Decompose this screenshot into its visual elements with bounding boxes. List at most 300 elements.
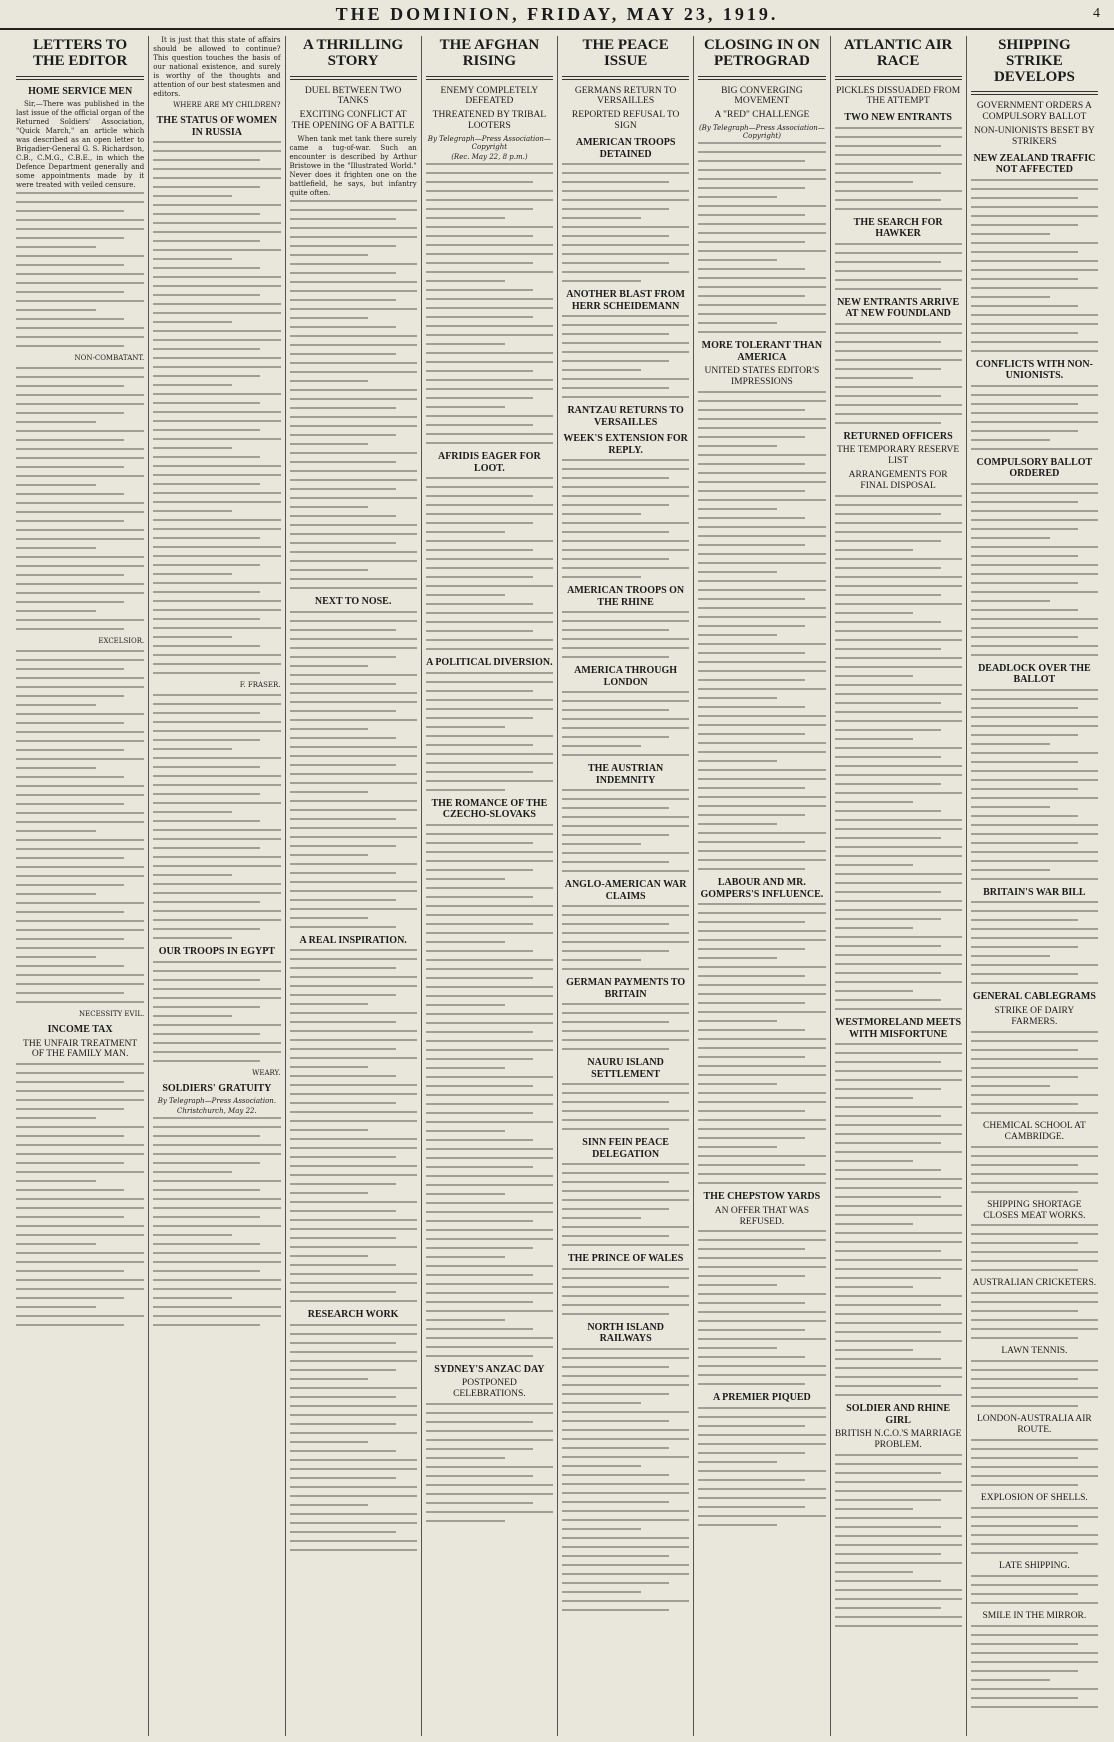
text-block: [971, 689, 1098, 880]
text-line: [153, 793, 260, 795]
deck-line: THREATENED BY TRIBAL LOOTERS: [432, 110, 547, 132]
text-line: [835, 1286, 914, 1288]
subheading: AMERICAN TROOPS DETAINED: [575, 137, 676, 160]
text-line: [290, 683, 397, 685]
text-line: [153, 988, 280, 990]
text-line: [835, 1367, 962, 1369]
text-line: [698, 304, 825, 306]
text-line: [426, 1040, 553, 1042]
text-line: [426, 1148, 553, 1150]
text-line: [835, 531, 962, 533]
text-line: [290, 728, 369, 730]
text-line: [16, 1090, 144, 1092]
text-block: [562, 1083, 689, 1130]
text-line: [426, 1067, 505, 1069]
text-line: [835, 585, 962, 587]
text-line: [835, 1349, 914, 1351]
text-line: [562, 1537, 689, 1539]
text-line: [426, 424, 533, 426]
text-line: [562, 324, 689, 326]
text-line: [835, 1625, 962, 1627]
text-line: [698, 921, 805, 923]
text-line: [153, 267, 260, 269]
text-line: [971, 430, 1078, 432]
text-line: [290, 1066, 369, 1068]
text-block: [835, 243, 962, 290]
text-line: [698, 607, 825, 609]
text-line: [971, 761, 1078, 763]
text-line: [562, 1519, 689, 1521]
text-block: [426, 824, 553, 1357]
text-line: [971, 546, 1098, 548]
text-line: [698, 1365, 825, 1367]
text-line: [698, 939, 825, 941]
text-line: [971, 448, 1098, 450]
text-line: [835, 208, 962, 210]
text-line: [835, 720, 962, 722]
subheading: THE SEARCH FOR HAWKER: [853, 216, 943, 240]
text-line: [698, 571, 777, 573]
text-line: [835, 864, 914, 866]
text-line: [290, 470, 417, 472]
text-line: [16, 300, 144, 302]
text-line: [16, 1171, 144, 1173]
text-line: [698, 409, 805, 411]
text-line: [698, 1146, 777, 1148]
text-line: [153, 483, 260, 485]
text-line: [290, 1459, 417, 1461]
text-line: [971, 1378, 1078, 1380]
text-line: [562, 950, 669, 952]
text-line: [698, 634, 777, 636]
text-line: [698, 1038, 825, 1040]
text-block: [426, 163, 553, 444]
subheading: THE STATUS OF WOMEN IN RUSSIA: [156, 115, 278, 138]
text-line: [835, 1499, 942, 1501]
subheading: ANGLO-AMERICAN WAR CLAIMS: [564, 879, 687, 902]
text-line: [835, 1241, 962, 1243]
text-line: [698, 1284, 777, 1286]
text-line: [835, 1097, 914, 1099]
text-line: [290, 488, 397, 490]
text-line: [698, 598, 805, 600]
text-line: [153, 357, 280, 359]
text-line: [426, 932, 553, 934]
text-line: [971, 278, 1078, 280]
text-line: [971, 412, 1098, 414]
text-line: [971, 1516, 1098, 1518]
text-line: [835, 181, 914, 183]
text-line: [426, 361, 553, 363]
text-line: [971, 1094, 1098, 1096]
text-line: [153, 883, 280, 885]
text-line: [426, 307, 553, 309]
article-text: Sir,—There was published in the last issue of the official organ of the Returned Soldiers' Association, "Quick March," an article which was described as an open letter to Brigadier-General G. S. Richardson, C.B., C.M.G., C.B.E., in which the Defence Department generally and some appointments made by it were treated with veiled censure.: [16, 100, 145, 189]
subheading: COMPULSORY BALLOT ORDERED: [976, 456, 1093, 480]
text-line: [562, 1235, 669, 1237]
text-line: [562, 1591, 641, 1593]
text-line: [835, 1124, 962, 1126]
text-line: [562, 1564, 689, 1566]
text-line: [698, 760, 777, 762]
text-line: [153, 438, 280, 440]
text-line: [290, 665, 369, 667]
text-line: [426, 1130, 505, 1132]
text-line: [16, 439, 124, 441]
text-line: [290, 398, 417, 400]
text-line: [290, 1201, 417, 1203]
text-line: [426, 217, 505, 219]
text-line: [290, 1369, 397, 1371]
text-line: [971, 1173, 1098, 1175]
text-line: [16, 228, 144, 230]
text-line: [426, 495, 533, 497]
text-line: [290, 1192, 369, 1194]
text-block: [971, 483, 1098, 656]
text-line: [290, 344, 417, 346]
text-line: [16, 1108, 124, 1110]
text-line: [290, 1486, 417, 1488]
text-line: [290, 629, 397, 631]
text-line: [562, 1244, 689, 1246]
text-line: [698, 1329, 805, 1331]
deck-line: CHEMICAL SCHOOL AT CAMBRIDGE.: [983, 1120, 1086, 1142]
text-line: [835, 1052, 962, 1054]
text-line: [698, 1497, 825, 1499]
text-line: [698, 535, 825, 537]
text-line: [153, 420, 280, 422]
text-line: [562, 727, 689, 729]
text-block: [562, 691, 689, 756]
text-line: [153, 1042, 280, 1044]
text-line: [971, 1584, 1098, 1586]
subheading: NEW ZEALAND TRAFFIC NOT AFFECTED: [973, 152, 1096, 176]
text-line: [153, 1015, 232, 1017]
text-line: [835, 684, 962, 686]
text-line: [562, 1366, 669, 1368]
text-line: [698, 1443, 825, 1445]
text-line: [562, 691, 689, 693]
text-line: [290, 1147, 417, 1149]
text-line: [16, 767, 96, 769]
text-line: [290, 218, 397, 220]
text-line: [562, 235, 669, 237]
text-line: [426, 1319, 505, 1321]
text-line: [698, 427, 825, 429]
text-line: [426, 995, 553, 997]
text-line: [290, 958, 417, 960]
text-line: [153, 168, 280, 170]
text-line: [698, 814, 805, 816]
subheading: THE PRINCE OF WALES: [567, 1253, 684, 1265]
text-line: [698, 1101, 825, 1103]
text-line: [698, 975, 805, 977]
text-line: [698, 1047, 825, 1049]
text-line: [153, 1033, 260, 1035]
text-line: [16, 1270, 124, 1272]
text-line: [698, 142, 825, 144]
text-line: [698, 1479, 805, 1481]
text-line: [835, 801, 914, 803]
text-line: [835, 1223, 914, 1225]
text-line: [971, 242, 1098, 244]
text-line: [562, 567, 689, 569]
text-line: [835, 639, 962, 641]
text-line: [16, 273, 144, 275]
text-block: [426, 1403, 553, 1522]
text-line: [835, 954, 962, 956]
subheading: THE CHEPSTOW YARDS: [703, 1191, 821, 1203]
text-line: [971, 946, 1078, 948]
text-line: [835, 783, 942, 785]
subheading: WESTMORELAND MEETS WITH MISFORTUNE: [835, 1017, 962, 1040]
heading-rule: [971, 91, 1098, 95]
text-line: [426, 1085, 533, 1087]
text-line: [562, 1474, 669, 1476]
page-number: 4: [1093, 6, 1100, 21]
text-line: [16, 740, 144, 742]
text-block: [971, 1360, 1098, 1407]
text-line: [426, 477, 553, 479]
text-line: [835, 945, 942, 947]
text-line: [835, 1304, 942, 1306]
text-line: [698, 214, 805, 216]
text-line: [290, 1432, 417, 1434]
text-line: [971, 1319, 1098, 1321]
text-line: [562, 217, 641, 219]
deck-line: PICKLES DISSUADED FROM THE ATTEMPT: [836, 85, 961, 107]
text-line: [698, 160, 805, 162]
text-line: [16, 893, 96, 895]
text-line: [835, 594, 942, 596]
text-line: [153, 1261, 280, 1263]
text-line: [153, 321, 232, 323]
text-line: [16, 848, 144, 850]
text-line: [153, 784, 280, 786]
text-line: [290, 1102, 397, 1104]
text-line: [16, 520, 124, 522]
text-line: [290, 620, 417, 622]
text-line: [16, 785, 144, 787]
text-line: [426, 878, 505, 880]
subheading: NORTH ISLAND RAILWAYS: [587, 1321, 664, 1345]
text-line: [16, 1063, 144, 1065]
text-line: [153, 600, 280, 602]
text-line: [835, 927, 914, 929]
text-line: [153, 465, 280, 467]
text-line: [562, 1286, 669, 1288]
text-line: [698, 1137, 805, 1139]
text-line: [16, 1135, 124, 1137]
text-line: [153, 618, 260, 620]
signature: WEARY.: [252, 1068, 281, 1077]
text-line: [290, 1003, 369, 1005]
text-line: [835, 1544, 962, 1546]
text-line: [971, 350, 1098, 352]
text-line: [835, 1277, 942, 1279]
text-block: [290, 949, 417, 1302]
text-block: [835, 1043, 962, 1396]
text-line: [698, 589, 825, 591]
subheading: GENERAL CABLEGRAMS: [972, 991, 1096, 1003]
text-line: [290, 407, 397, 409]
text-line: [153, 739, 260, 741]
text-line: [16, 192, 144, 194]
text-line: [971, 296, 1050, 298]
text-line: [153, 874, 232, 876]
text-line: [562, 825, 689, 827]
text-line: [562, 1402, 641, 1404]
text-line: [290, 985, 417, 987]
text-line: [698, 679, 805, 681]
text-line: [153, 1216, 260, 1218]
text-line: [562, 968, 689, 970]
text-line: [971, 1182, 1098, 1184]
text-line: [16, 947, 144, 949]
text-line: [835, 1151, 962, 1153]
text-block: [562, 789, 689, 872]
subheading: WEEK'S EXTENSION FOR REPLY.: [563, 433, 688, 456]
text-line: [426, 289, 533, 291]
text-line: [698, 526, 825, 528]
text-line: [698, 984, 825, 986]
text-line: [426, 1220, 533, 1222]
text-line: [290, 773, 417, 775]
deck-line: A "RED" CHALLENGE: [714, 110, 810, 121]
text-line: [835, 1535, 962, 1537]
text-line: [426, 325, 553, 327]
text-line: [290, 1174, 417, 1176]
text-line: [971, 1475, 1098, 1477]
text-line: [426, 199, 553, 201]
text-line: [426, 388, 553, 390]
text-line: [426, 253, 553, 255]
text-line: [698, 1164, 805, 1166]
text-line: [426, 1022, 553, 1024]
text-block: [971, 1625, 1098, 1708]
text-line: [835, 522, 962, 524]
text-line: [698, 993, 825, 995]
text-line: [971, 770, 1098, 772]
text-line: [971, 815, 1078, 817]
text-line: [971, 1457, 1078, 1459]
dateline: By Telegraph—Press Association.: [157, 1097, 277, 1105]
text-line: [153, 1279, 280, 1281]
subheading: LABOUR AND MR. GOMPERS'S INFLUENCE.: [700, 877, 824, 900]
text-line: [153, 1225, 280, 1227]
column-3: [285, 36, 421, 1736]
text-line: [426, 833, 553, 835]
text-line: [290, 908, 417, 910]
article-text: When tank met tank there surely came a tug-of-war. Such an encounter is described by Arthur Bristowe in the "Illustrated World." Never does it frighten one on the battlefield, he says, but infantry quite often.: [289, 135, 417, 198]
text-line: [971, 707, 1078, 709]
text-line: [971, 1085, 1050, 1087]
text-line: [290, 890, 417, 892]
text-line: [153, 474, 280, 476]
text-line: [16, 1306, 96, 1308]
text-block: [16, 650, 144, 1003]
text-line: [16, 758, 144, 760]
text-line: [971, 188, 1098, 190]
text-line: [153, 339, 280, 341]
text-line: [562, 477, 669, 479]
text-line: [153, 312, 280, 314]
text-line: [835, 1394, 962, 1396]
text-line: [290, 425, 417, 427]
text-line: [153, 1051, 280, 1053]
deck-line: SMILE IN THE MIRROR.: [982, 1611, 1087, 1621]
text-line: [698, 268, 805, 270]
text-line: [290, 290, 417, 292]
subheading: HOME SERVICE MEN: [28, 85, 133, 97]
text-line: [562, 262, 669, 264]
text-line: [290, 1300, 417, 1302]
text-line: [835, 413, 962, 415]
column-6: [693, 36, 829, 1736]
text-line: [290, 443, 369, 445]
text-line: [698, 912, 825, 914]
text-line: [16, 255, 144, 257]
text-line: [698, 313, 825, 315]
text-line: [153, 141, 280, 143]
text-line: [290, 836, 417, 838]
text-line: [290, 1504, 369, 1506]
text-line: [562, 369, 641, 371]
text-block: [562, 905, 689, 970]
text-line: [562, 932, 689, 934]
text-line: [426, 585, 553, 587]
text-line: [426, 1193, 505, 1195]
text-line: [16, 1288, 144, 1290]
text-line: [835, 136, 962, 138]
text-line: [562, 1128, 669, 1130]
text-line: [562, 1226, 689, 1228]
text-line: [290, 200, 417, 202]
text-line: [426, 1184, 553, 1186]
text-line: [153, 979, 260, 981]
text-line: [426, 1247, 533, 1249]
text-line: [16, 511, 144, 513]
text-line: [290, 854, 369, 856]
text-line: [835, 792, 962, 794]
text-line: [562, 1181, 669, 1183]
text-line: [426, 887, 553, 889]
deck-line: AUSTRALIAN CRICKETERS.: [972, 1278, 1097, 1289]
text-line: [426, 753, 553, 755]
text-block: [971, 179, 1098, 352]
text-line: [426, 1439, 553, 1441]
text-line: [16, 1216, 124, 1218]
text-line: [971, 964, 1098, 966]
text-line: [290, 1387, 417, 1389]
text-line: [153, 393, 280, 395]
text-line: [971, 654, 1098, 656]
text-line: [562, 172, 689, 174]
text-line: [290, 533, 417, 535]
text-line: [971, 627, 1098, 629]
text-line: [290, 1273, 417, 1275]
text-line: [835, 558, 962, 560]
text-line: [16, 695, 124, 697]
text-line: [835, 1454, 962, 1456]
text-line: [698, 850, 825, 852]
text-line: [16, 601, 124, 603]
text-line: [290, 1468, 417, 1470]
deck-line: LONDON-AUSTRALIA AIR ROUTE.: [976, 1414, 1092, 1436]
text-block: [971, 1439, 1098, 1486]
text-line: [290, 719, 417, 721]
text-line: [971, 901, 1098, 903]
